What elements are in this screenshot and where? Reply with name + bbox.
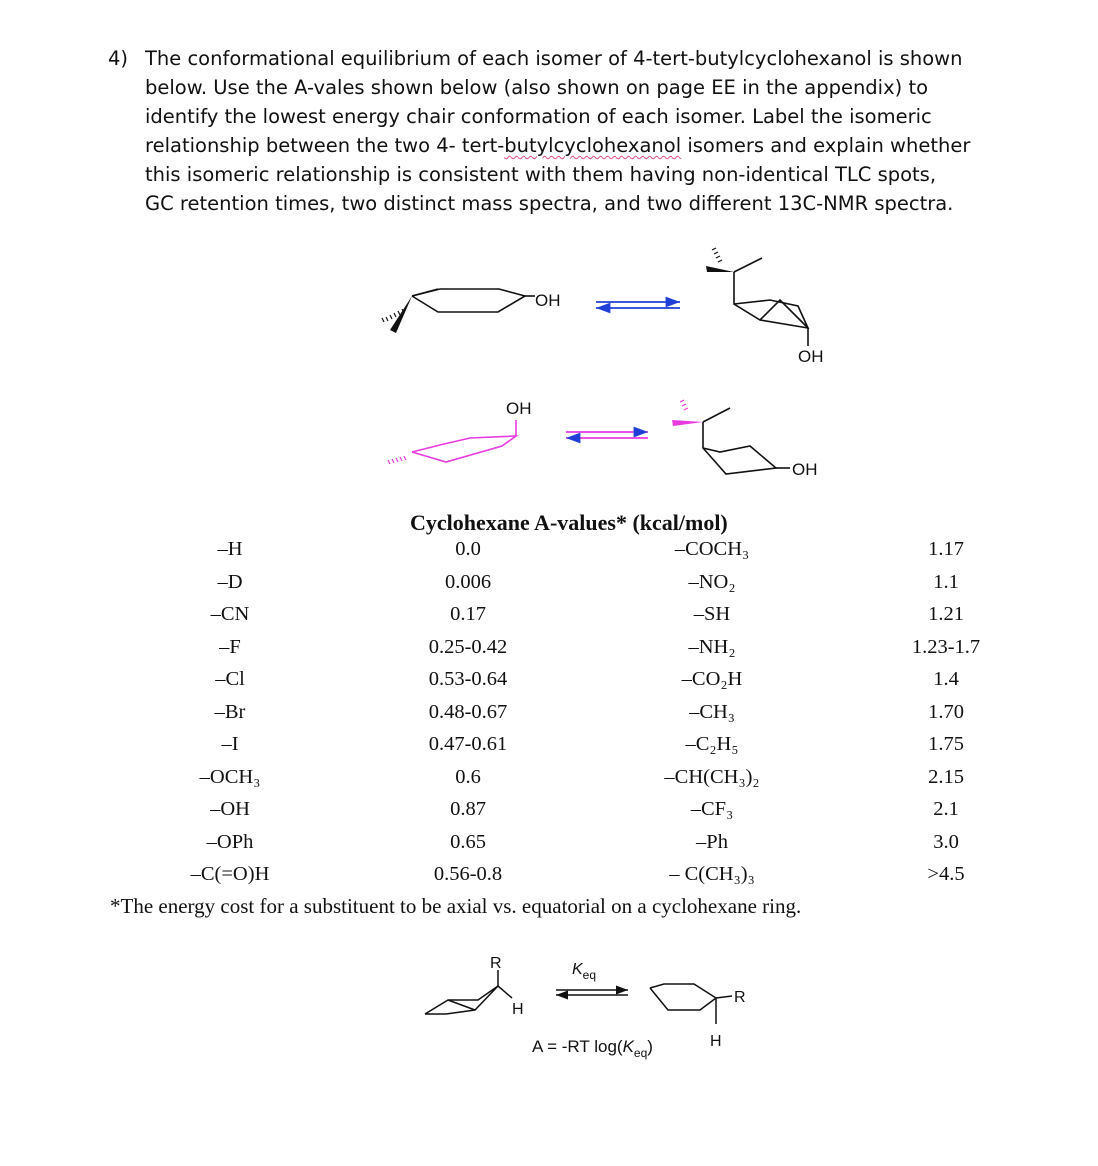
substituent-cell: –C₂H₅ bbox=[685, 733, 739, 755]
substituent-cell: –Br bbox=[214, 700, 246, 723]
substituent-cell: – C(CH₃)₃ bbox=[669, 863, 755, 885]
substituent-cell: –OPh bbox=[206, 830, 254, 853]
a-value-cell: 0.53-0.64 bbox=[428, 668, 508, 690]
a-value-equation bbox=[532, 1037, 653, 1060]
chair-axial-r bbox=[425, 970, 512, 1014]
a-value-cell: >4.5 bbox=[927, 863, 965, 885]
a-value-cell: 3.0 bbox=[933, 830, 959, 853]
a-value-cell: 0.0 bbox=[455, 538, 481, 560]
question-number: 4) bbox=[108, 47, 129, 70]
question-line: GC retention times, two distinct mass spectra, and two different 13C-NMR spectra. bbox=[145, 192, 954, 215]
r-equatorial-label: R bbox=[734, 989, 746, 1006]
question-line-part: isomers and explain whether bbox=[681, 134, 971, 157]
table-row bbox=[0, 538, 1098, 570]
substituent-cell: –F bbox=[219, 635, 241, 658]
a-value-cell: 1.4 bbox=[933, 668, 959, 690]
isomer1-conformer-b bbox=[706, 248, 808, 346]
substituent-cell: –Ph bbox=[696, 830, 728, 853]
chair-equatorial-r bbox=[650, 984, 732, 1024]
keq-subscript: eq bbox=[582, 968, 597, 982]
question-line bbox=[145, 131, 1075, 160]
a-value-cell: 0.006 bbox=[444, 570, 492, 593]
a-value-cell: 1.17 bbox=[928, 538, 964, 560]
equilibrium-arrows bbox=[566, 432, 648, 438]
table-row bbox=[0, 831, 1098, 863]
question-line: below. Use the A-vales shown below (also shown on page EE in the appendix) to bbox=[145, 76, 929, 99]
table-row bbox=[0, 766, 1098, 798]
keq-arrows bbox=[556, 990, 628, 995]
keq-symbol: K bbox=[572, 961, 583, 978]
substituent-cell: –COCH₃ bbox=[674, 538, 750, 560]
a-value-cell: 1.23-1.7 bbox=[911, 635, 981, 658]
table-row bbox=[0, 701, 1098, 733]
equation-k: K bbox=[622, 1037, 634, 1056]
substituent-cell: –CH(CH₃)₂ bbox=[664, 765, 760, 788]
substituent-cell: –OH bbox=[210, 798, 250, 820]
r-axial-label: R bbox=[490, 955, 502, 972]
oh-label: OH bbox=[798, 347, 824, 366]
a-value-cell: 2.15 bbox=[928, 765, 964, 788]
table-row bbox=[0, 571, 1098, 603]
substituent-cell: –D bbox=[217, 570, 243, 593]
a-value-cell: 0.56-0.8 bbox=[433, 863, 503, 885]
a-value-cell: 0.87 bbox=[450, 798, 486, 820]
question-line: The conformational equilibrium of each isomer of 4-tert-butylcyclohexanol is shown bbox=[145, 47, 963, 70]
question-text bbox=[145, 44, 1075, 218]
substituent-cell: –NH₂ bbox=[688, 635, 736, 658]
table-row bbox=[0, 798, 1098, 830]
equation-subscript: eq bbox=[633, 1046, 648, 1060]
substituent-cell: –Cl bbox=[215, 668, 245, 690]
a-value-cell: 0.48-0.67 bbox=[428, 700, 508, 723]
table-row bbox=[0, 603, 1098, 635]
a-value-cell: 1.21 bbox=[928, 603, 964, 625]
a-value-cell: 0.17 bbox=[450, 603, 486, 625]
oh-label: OH bbox=[506, 399, 532, 418]
table-row bbox=[0, 863, 1098, 895]
question-line: this isomeric relationship is consistent with them having non-identical TLC spots, bbox=[145, 163, 937, 186]
substituent-cell: –C(=O)H bbox=[190, 863, 270, 885]
substituent-cell: –I bbox=[221, 733, 239, 755]
equilibrium-arrows bbox=[596, 302, 680, 308]
table-title: Cyclohexane A-values* (kcal/mol) bbox=[410, 510, 728, 535]
h-axial-label: H bbox=[710, 1033, 722, 1050]
a-value-cell: 1.70 bbox=[928, 700, 964, 723]
a-value-cell: 1.1 bbox=[933, 570, 959, 593]
a-value-cell: 2.1 bbox=[933, 798, 959, 820]
isomer1-conformer-a bbox=[382, 289, 535, 333]
equation-suffix: ) bbox=[647, 1037, 653, 1056]
a-value-scheme bbox=[0, 940, 1098, 1080]
substituent-cell: –H bbox=[217, 538, 243, 560]
substituent-cell: –CN bbox=[210, 603, 250, 625]
question-line-part: relationship between the two 4- tert- bbox=[145, 134, 505, 157]
a-value-cell: 0.25-0.42 bbox=[428, 635, 508, 658]
a-value-cell: 0.65 bbox=[450, 830, 486, 853]
isomer2-conformer-a bbox=[388, 420, 516, 464]
substituent-cell: –NO₂ bbox=[688, 570, 736, 593]
substituent-cell: –CH₃ bbox=[689, 700, 735, 723]
oh-label: OH bbox=[792, 460, 818, 479]
keq-label bbox=[572, 961, 596, 982]
question-line: identify the lowest energy chair conformation of each isomer. Label the isomeric bbox=[145, 105, 932, 128]
equation-prefix: A = -RT log( bbox=[532, 1037, 623, 1056]
a-value-cell: 0.47-0.61 bbox=[428, 733, 508, 755]
substituent-cell: –CO₂H bbox=[681, 668, 743, 690]
isomer2-conformer-b bbox=[672, 400, 790, 474]
footnote: *The energy cost for a substituent to be axial vs. equatorial on a cyclohexane ring. bbox=[110, 894, 802, 918]
oh-label: OH bbox=[535, 291, 561, 310]
table-row bbox=[0, 636, 1098, 668]
substituent-cell: –CF₃ bbox=[690, 798, 734, 820]
spellcheck-word: butylcyclohexanol bbox=[504, 134, 682, 157]
a-value-cell: 0.6 bbox=[455, 765, 481, 788]
table-row bbox=[0, 668, 1098, 700]
a-value-cell: 1.75 bbox=[928, 733, 964, 755]
h-equatorial-label: H bbox=[512, 1001, 524, 1018]
substituent-cell: –SH bbox=[693, 603, 731, 625]
table-row bbox=[0, 733, 1098, 765]
substituent-cell: –OCH₃ bbox=[199, 765, 261, 788]
